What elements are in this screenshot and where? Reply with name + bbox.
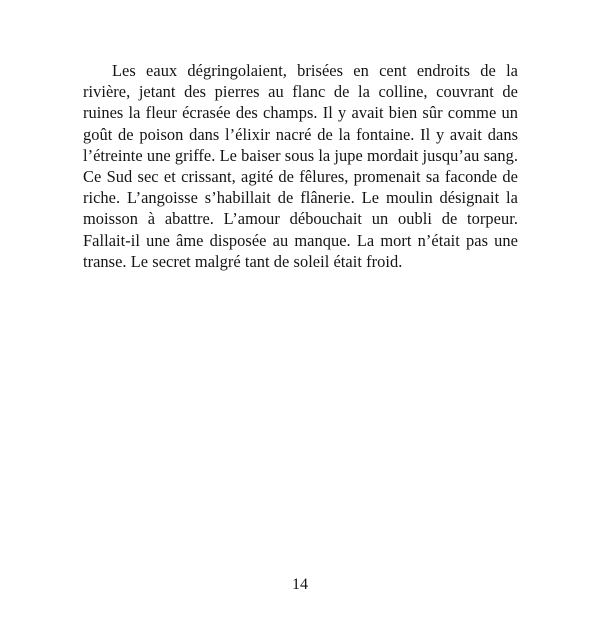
body-paragraph: Les eaux dégringolaient, brisées en cent endroits de la rivière, jetant des pierres au flanc de la colline, couvrant de ruines la fleur écrasée des champs. Il y avait bien sûr comme un goût de poison dans l’élixir nacré de la fontaine. Il y avait dans l’étreinte une griffe. Le baiser sous la jupe mordait jusqu’au sang. Ce Sud sec et crissant, agité de fêlures, promenait sa faconde de riche. L’angoisse s’habillait de flânerie. Le moulin désignait la moisson à abattre. L’amour débouchait un oubli de torpeur. Fallait-il une âme disposée au manque. La mort n’était pas une transe. Le secret malgré tant de soleil était froid.	[83, 61, 518, 271]
page-number: 14	[292, 576, 308, 593]
